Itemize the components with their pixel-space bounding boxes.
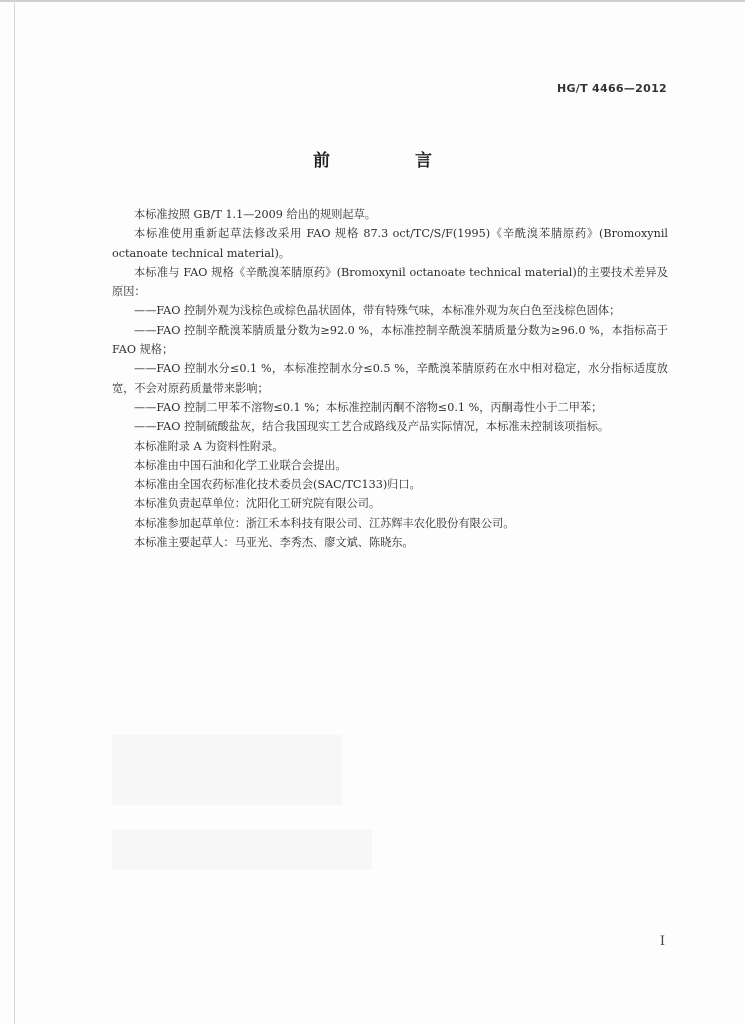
standard-code: HG/T 4466—2012 — [556, 82, 667, 95]
paragraph: 本标准主要起草人：马亚光、李秀杰、廖文斌、陈晓东。 — [134, 536, 414, 550]
bleed-through-mark — [112, 735, 342, 805]
list-item: ——FAO 控制外观为浅棕色或棕色晶状固体，带有特殊气味，本标准外观为灰白色至浅棕色固体； — [134, 304, 621, 318]
paragraph: 本标准由全国农药标准化技术委员会(SAC/TC133)归口。 — [134, 478, 421, 492]
paragraph: 本标准由中国石油和化学工业联合会提出。 — [134, 458, 347, 472]
list-item: ——FAO 控制硫酸盐灰，结合我国现实工艺合成路线及产品实际情况，本标准未控制该项指标。 — [134, 420, 610, 434]
paragraph: 本标准使用重新起草法修改采用 FAO 规格 87.3 oct/TC/S/F(1995)《辛酰溴苯腈原药》(Bromoxynil octanoate technical material)。 — [112, 227, 668, 260]
bleed-through-mark — [112, 830, 372, 870]
foreword-body — [112, 205, 668, 552]
page-title: 前 言 — [313, 151, 466, 171]
list-item: ——FAO 控制二甲苯不溶物≤0.1 %；本标准控制丙酮不溶物≤0.1 %，丙酮毒性小于二甲苯； — [134, 400, 603, 414]
paragraph: 本标准负责起草单位：沈阳化工研究院有限公司。 — [134, 497, 381, 511]
list-item: ——FAO 控制水分≤0.1 %，本标准控制水分≤0.5 %，辛酰溴苯腈原药在水中相对稳定，水分指标适度放宽，不会对原药质量带来影响； — [112, 362, 668, 395]
page-top-edge — [0, 0, 745, 2]
paragraph: 本标准参加起草单位：浙江禾本科技有限公司、江苏辉丰农化股份有限公司。 — [134, 516, 515, 530]
list-item: ——FAO 控制辛酰溴苯腈质量分数为≥92.0 %，本标准控制辛酰溴苯腈质量分数为≥96.0 %，本指标高于 FAO 规格； — [112, 323, 668, 357]
page-number: I — [659, 934, 665, 949]
paragraph: 本标准附录 A 为资料性附录。 — [134, 439, 284, 453]
paragraph: 本标准与 FAO 规格《辛酰溴苯腈原药》(Bromoxynil octanoate technical material)的主要技术差异及原因： — [112, 265, 668, 299]
paragraph: 本标准按照 GB/T 1.1—2009 给出的规则起草。 — [134, 208, 376, 221]
